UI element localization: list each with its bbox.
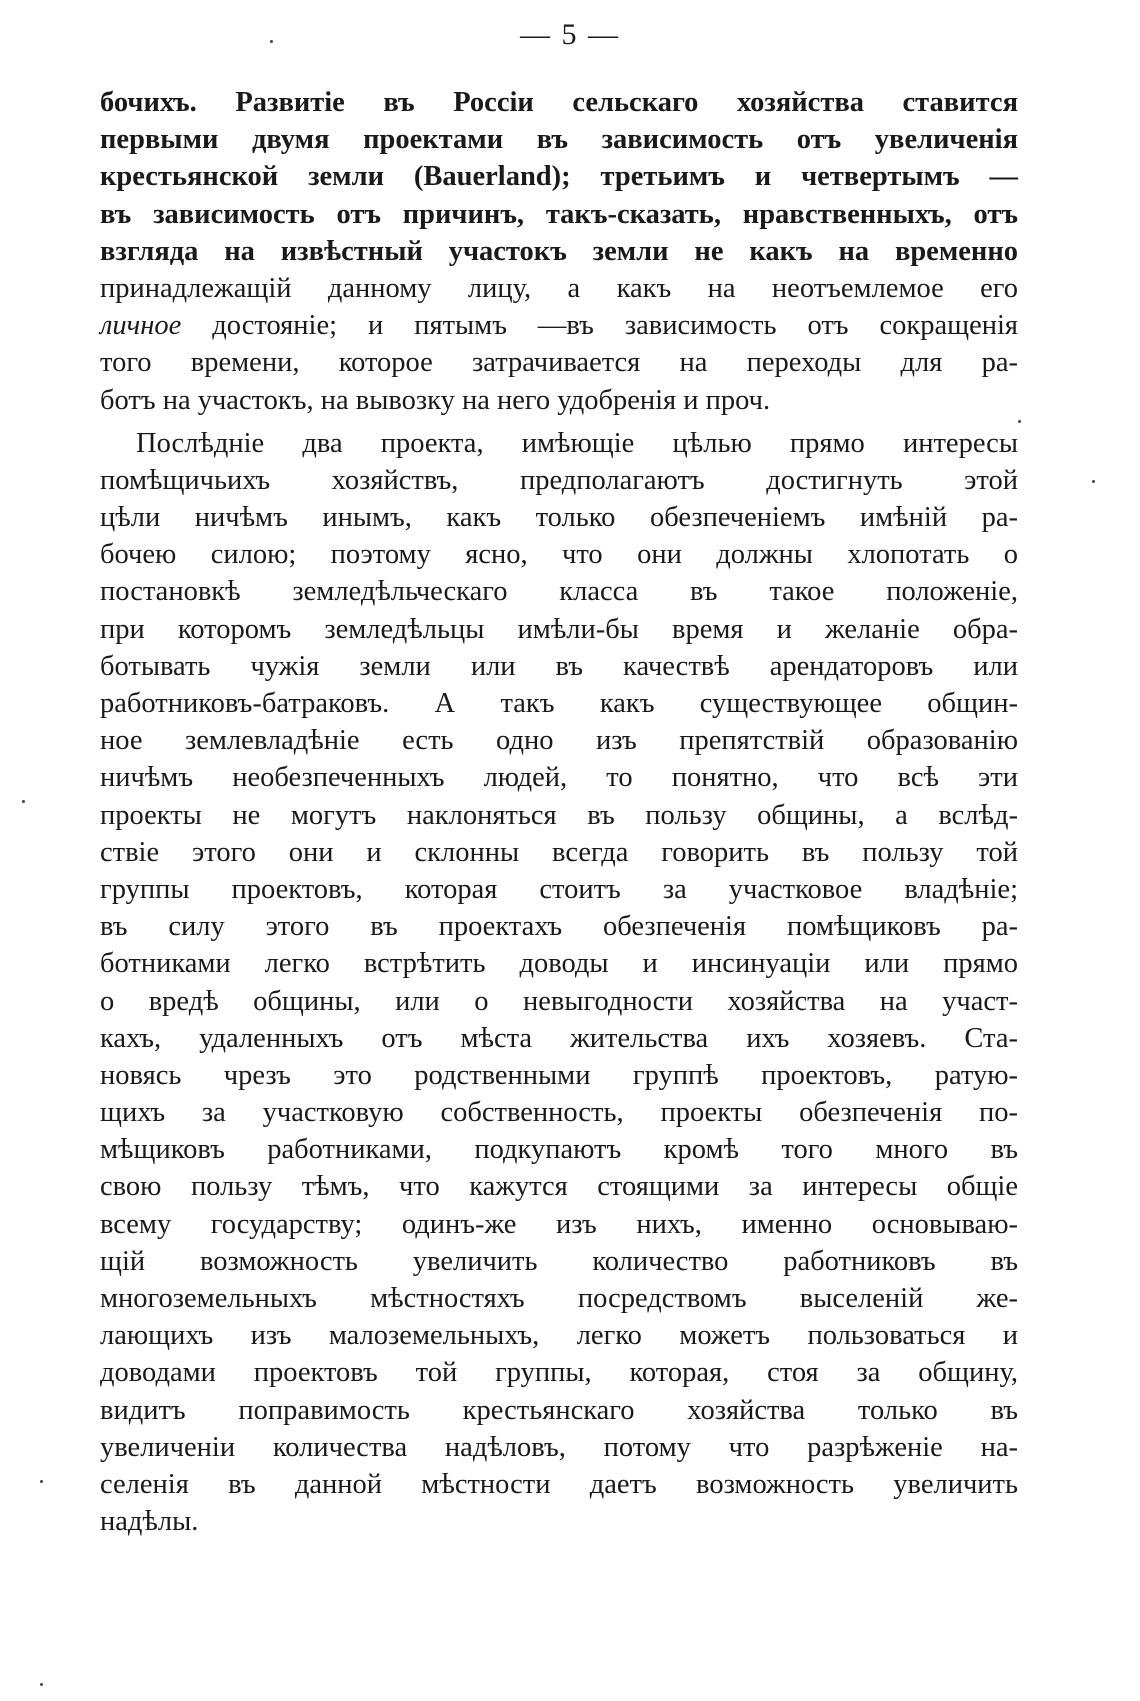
paragraph-2 [100,425,1018,1541]
text-line: щихъ за участковую собственность, проекты обезпеченія по- [100,1097,1018,1129]
text-line: бочею силою; поэтому ясно, что они должны хлопотать о [100,539,1018,571]
text-line: того времени, которое затрачивается на переходы для ра- [100,347,1018,379]
text-line: доводами проектовъ той группы, которая, стоя за общину, [100,1357,1018,1389]
text-line: бочихъ. Развитіе въ Россіи сельскаго хозяйства ставится [100,87,1018,118]
text-line: ботывать чужія земли или въ качествѣ арендаторовъ или [100,650,1018,682]
text-line: группы проектовъ, которая стоитъ за участковое владѣніе; [100,873,1018,905]
text-line: ствіе этого они и склонны всегда говорить въ пользу той [100,836,1018,868]
text-line: ное землевладѣніе есть одно изъ препятствій образованію [100,725,1018,757]
scan-speck [270,40,273,43]
text-line: надѣлы. [100,1506,199,1538]
text-line: селенія въ данной мѣстности даетъ возможность увеличить [100,1468,1018,1500]
text-line: первыми двумя проектами въ зависимость отъ увеличенія [100,124,1018,156]
text-line: постановкѣ земледѣльческаго класса въ такое положеніе, [100,576,1018,608]
text-line: всему государству; одинъ-же изъ нихъ, именно основываю- [100,1208,1018,1240]
text-line: многоземельныхъ мѣстностяхъ посредствомъ выселеній же- [100,1283,1018,1314]
italic-word: личное [100,310,182,342]
text-line: щій возможность увеличить количество работниковъ въ [100,1245,1018,1277]
text-line: крестьянской земли (Bauerland); третьимъ и четвертымъ — [100,161,1018,193]
text-line: кахъ, удаленныхъ отъ мѣста жительства ихъ хозяевъ. Ста- [100,1022,1018,1054]
text-line-rest: достояніе; и пятымъ —въ зависимость отъ сокращенія [212,310,1018,342]
text-line: цѣли ничѣмъ инымъ, какъ только обезпеченіемъ имѣній ра- [100,502,1018,534]
text-line: свою пользу тѣмъ, что кажутся стоящими за интересы общіе [100,1171,1018,1203]
text-line: взгляда на извѣстный участокъ земли не какъ на временно [100,235,1018,267]
text-line: ботниками легко встрѣтить доводы и инсинуаціи или прямо [100,948,1018,980]
text-line-with-italic [100,307,1018,344]
scan-speck [1092,480,1095,483]
scan-speck [40,1683,43,1686]
text-line: о вредѣ общины, или о невыгодности хозяйства на участ- [100,985,1018,1017]
text-line: въ силу этого въ проектахъ обезпеченія помѣщиковъ ра- [100,911,1018,943]
scan-speck [40,1480,43,1483]
text-line: при которомъ земледѣльцы имѣли-бы время и желаніе обра- [100,613,1018,645]
page-number: — 5 — [520,18,620,51]
text-line: ничѣмъ необезпеченныхъ людей, то понятно, что всѣ эти [100,762,1018,794]
text-line: увеличеніи количества надѣловъ, потому что разрѣженіе на- [100,1431,1018,1463]
text-line: работниковъ-батраковъ. А такъ какъ существующее общин- [100,688,1018,719]
text-line: помѣщичьихъ хозяйствъ, предполагаютъ достигнуть этой [100,464,1018,496]
text-line: Послѣдніе два проекта, имѣющіе цѣлью прямо интересы [136,427,1018,459]
text-line: новясь чрезъ это родственными группѣ проектовъ, ратую- [100,1059,1018,1091]
text-line: лающихъ изъ малоземельныхъ, легко можетъ пользоваться и [100,1320,1018,1352]
body-text [100,84,1018,1540]
text-line: ботъ на участокъ, на вывозку на него удобренія и проч. [100,384,771,416]
scan-speck [22,800,25,803]
paragraph-1 [100,84,1018,419]
text-line: въ зависимость отъ причинъ, такъ-сказать, нравственныхъ, отъ [100,198,1018,230]
text-line: видитъ поправимость крестьянскаго хозяйства только въ [100,1394,1018,1426]
text-line: мѣщиковъ работниками, подкупаютъ кромѣ того много въ [100,1134,1018,1166]
text-line: проекты не могутъ наклоняться въ пользу общины, а вслѣд- [100,799,1018,831]
scan-speck [1018,420,1021,423]
text-line: принадлежащій данному лицу, а какъ на неотъемлемое его [100,272,1018,304]
